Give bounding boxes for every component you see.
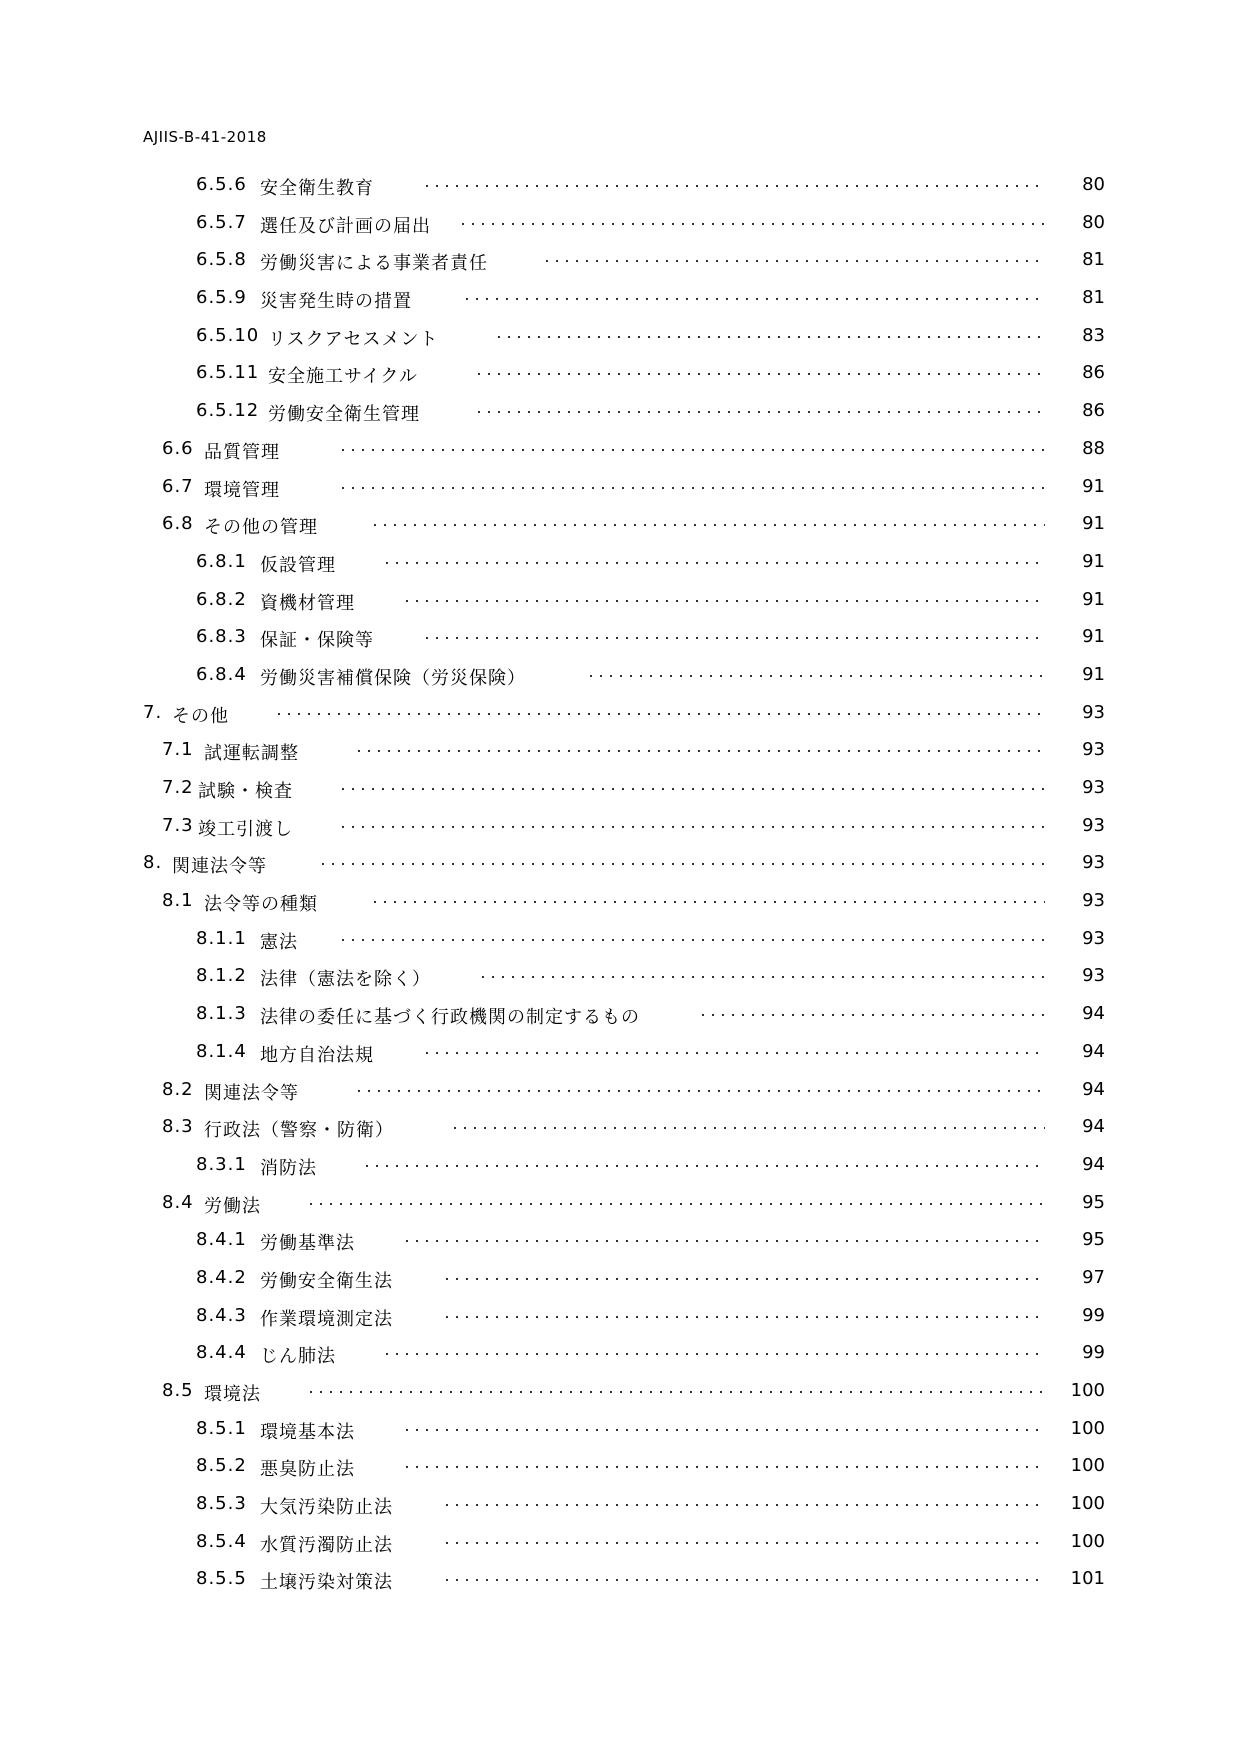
toc-entry[interactable]	[0, 1109, 1241, 1147]
toc-entry-number: 7.	[143, 701, 163, 723]
toc-entry-page: 88	[1082, 437, 1105, 459]
toc-entry-number: 8.4.1	[196, 1229, 247, 1251]
toc-entry[interactable]	[0, 1524, 1241, 1562]
toc-entry-title: 竣工引渡し	[198, 818, 293, 840]
toc-entry-page: 93	[1082, 814, 1105, 836]
toc-entry-title: 労働基準法	[260, 1233, 355, 1255]
toc-entry-page: 100	[1070, 1530, 1105, 1552]
toc-entry-number: 8.4.2	[196, 1266, 247, 1288]
toc-entry[interactable]	[0, 205, 1241, 243]
toc-leader-dots	[442, 1504, 1045, 1506]
toc-entry-page: 94	[1082, 1003, 1105, 1025]
toc-entry-page: 91	[1082, 550, 1105, 572]
toc-entry[interactable]	[0, 1486, 1241, 1524]
toc-leader-dots	[354, 1090, 1045, 1092]
toc-entry-title: 労働災害による事業者責任	[260, 253, 488, 275]
toc-entry-page: 81	[1082, 287, 1105, 309]
toc-leader-dots	[338, 826, 1045, 828]
toc-entry-number: 6.8.2	[196, 588, 247, 610]
toc-entry-number: 8.1.4	[196, 1040, 247, 1062]
toc-leader-dots	[402, 1429, 1045, 1431]
toc-entry-page: 99	[1082, 1342, 1105, 1364]
toc-leader-dots	[382, 1353, 1045, 1355]
toc-entry[interactable]	[0, 544, 1241, 582]
toc-entry-number: 8.5.5	[196, 1568, 247, 1590]
toc-entry-title: 法律（憲法を除く）	[260, 969, 431, 991]
toc-entry-page: 97	[1082, 1266, 1105, 1288]
toc-entry-number: 6.7	[162, 475, 194, 497]
toc-entry[interactable]	[0, 921, 1241, 959]
toc-entry-title: 試運転調整	[204, 743, 299, 765]
toc-entry-title: 労働法	[204, 1195, 261, 1217]
toc-entry-title: 行政法（警察・防衛）	[204, 1120, 394, 1142]
toc-entry-title: 環境管理	[204, 479, 280, 501]
toc-entry-page: 93	[1082, 890, 1105, 912]
toc-entry-number: 8.1	[162, 890, 194, 912]
toc-entry-number: 6.8.3	[196, 626, 247, 648]
toc-entry-page: 86	[1082, 400, 1105, 422]
toc-entry-page: 81	[1082, 249, 1105, 271]
toc-entry-title: その他の管理	[204, 517, 318, 539]
toc-entry-page: 93	[1082, 927, 1105, 949]
toc-entry[interactable]	[0, 732, 1241, 770]
toc-entry-number: 6.8	[162, 513, 194, 535]
toc-entry-page: 80	[1082, 174, 1105, 195]
toc-entry-number: 6.8.4	[196, 663, 247, 685]
toc-leader-dots	[306, 1203, 1045, 1205]
toc-entry-title: 環境基本法	[260, 1421, 355, 1443]
toc-entry[interactable]	[0, 1072, 1241, 1110]
toc-entry-number: 6.5.12	[196, 400, 260, 422]
toc-entry-title: 憲法	[260, 931, 298, 953]
toc-entry-title: 試験・検査	[198, 781, 293, 802]
toc-entry-number: 8.1.1	[196, 927, 247, 949]
toc-leader-dots	[698, 1014, 1045, 1016]
toc-leader-dots	[338, 449, 1045, 451]
toc-entry-number: 7.2	[162, 777, 194, 798]
toc-entry[interactable]	[0, 1411, 1241, 1449]
toc-leader-dots	[462, 298, 1045, 300]
toc-leader-dots	[442, 1278, 1045, 1280]
toc-entry[interactable]	[0, 167, 1241, 205]
toc-entry-number: 8.1.3	[196, 1003, 247, 1025]
toc-entry-title: その他	[172, 705, 229, 727]
toc-entry-title: 労働災害補償保険（労災保険）	[260, 667, 526, 689]
toc-leader-dots	[422, 1052, 1045, 1054]
toc-entry-number: 8.3	[162, 1116, 194, 1138]
toc-entry-number: 8.5.2	[196, 1455, 247, 1477]
toc-leader-dots	[338, 788, 1045, 790]
toc-entry-title: 作業環境測定法	[260, 1308, 393, 1330]
toc-leader-dots	[458, 223, 1045, 225]
toc-entry[interactable]	[0, 1185, 1241, 1223]
toc-leader-dots	[474, 411, 1045, 413]
toc-entry-number: 8.4	[162, 1191, 194, 1213]
toc-entry-title: 関連法令等	[172, 856, 267, 878]
toc-entry-page: 94	[1082, 1040, 1105, 1062]
toc-entry-title: 法律の委任に基づく行政機関の制定するもの	[260, 1007, 640, 1029]
toc-leader-dots	[274, 713, 1045, 715]
toc-leader-dots	[402, 600, 1045, 602]
toc-entry-number: 6.6	[162, 437, 194, 459]
toc-leader-dots	[318, 863, 1045, 865]
toc-leader-dots	[382, 562, 1045, 564]
toc-entry-page: 91	[1082, 588, 1105, 610]
toc-entry[interactable]	[0, 1222, 1241, 1260]
toc-entry-title: 環境法	[204, 1384, 261, 1405]
toc-entry-title: 水質汚濁防止法	[260, 1534, 393, 1556]
toc-entry-page: 93	[1082, 739, 1105, 761]
toc-leader-dots	[442, 1579, 1045, 1581]
toc-entry-number: 6.5.9	[196, 287, 247, 309]
document-code: AJIIS-B-41-2018	[143, 128, 267, 146]
toc-entry-page: 93	[1082, 701, 1105, 723]
toc-entry[interactable]	[0, 883, 1241, 921]
toc-entry[interactable]	[0, 1373, 1241, 1411]
toc-entry-page: 80	[1082, 211, 1105, 233]
toc-entry-page: 94	[1082, 1078, 1105, 1100]
toc-entry-title: 法令等の種類	[204, 894, 318, 916]
toc-entry-number: 8.4.4	[196, 1342, 247, 1364]
toc-entry-page: 101	[1070, 1568, 1105, 1590]
toc-leader-dots	[306, 1391, 1045, 1393]
toc-leader-dots	[422, 637, 1045, 639]
toc-entry-number: 8.4.3	[196, 1304, 247, 1326]
toc-entry-title: リスクアセスメント	[268, 328, 439, 350]
toc-entry-page: 93	[1082, 777, 1105, 798]
toc-entry[interactable]	[0, 845, 1241, 883]
toc-entry-title: 大気汚染防止法	[260, 1497, 393, 1519]
toc-entry[interactable]	[0, 619, 1241, 657]
toc-leader-dots	[338, 939, 1045, 941]
toc-entry-page: 91	[1082, 663, 1105, 685]
toc-entry-number: 8.1.2	[196, 965, 247, 987]
toc-leader-dots	[494, 336, 1045, 338]
toc-entry-page: 91	[1082, 475, 1105, 497]
toc-entry-number: 6.5.10	[196, 324, 260, 346]
toc-entry[interactable]	[0, 1260, 1241, 1298]
toc-entry[interactable]	[0, 808, 1241, 846]
toc-entry-title: 資機材管理	[260, 592, 355, 614]
toc-leader-dots	[370, 524, 1045, 526]
toc-entry-number: 6.8.1	[196, 550, 247, 572]
toc-entry[interactable]	[0, 770, 1241, 808]
toc-entry[interactable]	[0, 506, 1241, 544]
toc-entry-page: 95	[1082, 1229, 1105, 1251]
toc-entry-title: 安全施工サイクル	[268, 366, 418, 388]
toc-entry-page: 95	[1082, 1191, 1105, 1213]
toc-entry-title: 仮設管理	[260, 554, 336, 576]
toc-entry-page: 91	[1082, 513, 1105, 535]
toc-leader-dots	[370, 901, 1045, 903]
toc-entry-number: 6.5.8	[196, 249, 247, 271]
toc-entry[interactable]	[0, 695, 1241, 733]
toc-entry-number: 8.3.1	[196, 1153, 247, 1175]
toc-leader-dots	[586, 675, 1045, 677]
toc-entry[interactable]	[0, 280, 1241, 318]
toc-entry-page: 93	[1082, 852, 1105, 874]
toc-entry[interactable]	[0, 318, 1241, 356]
toc-entry-title: 労働安全衛生法	[260, 1270, 393, 1292]
table-of-contents	[0, 167, 1241, 1599]
toc-leader-dots	[478, 976, 1045, 978]
toc-leader-dots	[402, 1240, 1045, 1242]
toc-entry-number: 6.5.11	[196, 362, 260, 384]
toc-entry-page: 91	[1082, 626, 1105, 648]
toc-entry[interactable]	[0, 393, 1241, 431]
toc-entry-title: 品質管理	[204, 441, 280, 463]
toc-entry-number: 8.5.3	[196, 1493, 247, 1515]
toc-entry-title: 悪臭防止法	[260, 1459, 355, 1481]
toc-entry[interactable]	[0, 1335, 1241, 1373]
toc-entry-title: 土壌汚染対策法	[260, 1572, 393, 1594]
toc-leader-dots	[474, 373, 1045, 375]
toc-entry-title: 災害発生時の措置	[260, 291, 412, 313]
toc-entry-number: 8.5	[162, 1380, 194, 1401]
toc-leader-dots	[338, 487, 1045, 489]
toc-entry-number: 7.1	[162, 739, 194, 761]
toc-entry-page: 100	[1070, 1380, 1105, 1401]
toc-entry-number: 7.3	[162, 814, 194, 836]
toc-entry-page: 83	[1082, 324, 1105, 346]
toc-entry-number: 8.2	[162, 1078, 194, 1100]
toc-entry-title: 安全衛生教育	[260, 178, 374, 199]
toc-entry-title: 選任及び計画の届出	[260, 215, 431, 237]
toc-leader-dots	[450, 1127, 1045, 1129]
toc-entry-title: 労働安全衛生管理	[268, 404, 420, 426]
toc-leader-dots	[442, 1542, 1045, 1544]
toc-entry[interactable]	[0, 1147, 1241, 1185]
toc-entry-number: 6.5.7	[196, 211, 247, 233]
toc-entry-title: 関連法令等	[204, 1082, 299, 1104]
toc-leader-dots	[422, 185, 1045, 187]
toc-entry-number: 8.	[143, 852, 163, 874]
toc-entry[interactable]	[0, 242, 1241, 280]
toc-entry[interactable]	[0, 1034, 1241, 1072]
toc-entry[interactable]	[0, 431, 1241, 469]
toc-leader-dots	[362, 1165, 1045, 1167]
toc-entry-page: 94	[1082, 1116, 1105, 1138]
toc-entry[interactable]	[0, 958, 1241, 996]
toc-entry-title: 地方自治法規	[260, 1044, 374, 1066]
toc-entry[interactable]	[0, 582, 1241, 620]
toc-entry-title: 保証・保険等	[260, 630, 374, 652]
toc-entry-page: 94	[1082, 1153, 1105, 1175]
toc-entry[interactable]	[0, 469, 1241, 507]
toc-entry-page: 100	[1070, 1417, 1105, 1439]
toc-entry-page: 100	[1070, 1455, 1105, 1477]
toc-leader-dots	[442, 1316, 1045, 1318]
toc-entry[interactable]	[0, 1561, 1241, 1599]
toc-entry-page: 100	[1070, 1493, 1105, 1515]
toc-entry-title: 消防法	[260, 1157, 317, 1179]
toc-entry[interactable]	[0, 1298, 1241, 1336]
toc-leader-dots	[354, 750, 1045, 752]
toc-entry-number: 8.5.1	[196, 1417, 247, 1439]
toc-entry-page: 93	[1082, 965, 1105, 987]
toc-entry[interactable]	[0, 355, 1241, 393]
toc-entry-number: 6.5.6	[196, 174, 247, 195]
toc-leader-dots	[542, 260, 1045, 262]
toc-entry-number: 8.5.4	[196, 1530, 247, 1552]
toc-entry-page: 99	[1082, 1304, 1105, 1326]
toc-entry[interactable]	[0, 1448, 1241, 1486]
toc-entry[interactable]	[0, 996, 1241, 1034]
toc-entry-page: 86	[1082, 362, 1105, 384]
toc-entry[interactable]	[0, 657, 1241, 695]
toc-entry-title: じん肺法	[260, 1346, 336, 1368]
toc-leader-dots	[402, 1466, 1045, 1468]
